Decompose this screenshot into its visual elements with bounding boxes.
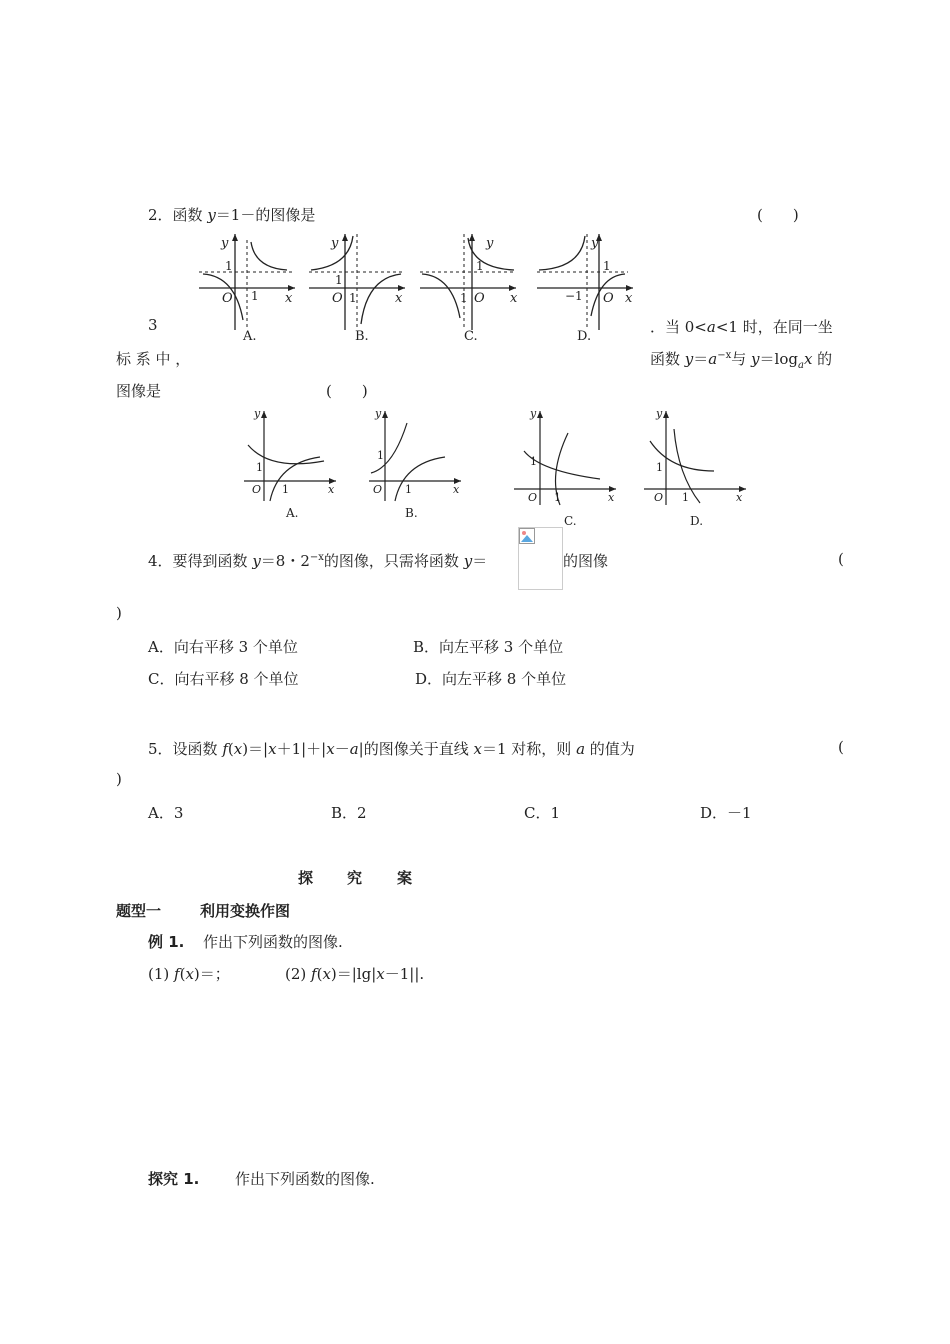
y-label: y <box>375 407 382 420</box>
one-label: 1 <box>256 461 263 474</box>
tick-label: 1 <box>251 289 259 303</box>
explore1-text: 作出下列函数的图像. <box>235 1170 375 1188</box>
broken-image-icon <box>519 528 535 544</box>
one-label: 1 <box>225 259 233 273</box>
tick-label: 1 <box>282 483 289 496</box>
q3-graph-a <box>240 405 350 520</box>
origin-label: O <box>252 483 262 496</box>
x-label: x <box>285 291 293 306</box>
q5-option-d: D．－1 <box>700 804 752 822</box>
y-label: y <box>331 236 339 251</box>
origin-label: O <box>222 291 233 306</box>
q4-option-c: C．向右平移 8 个单位 <box>148 670 299 688</box>
q3-stem-line1: ．当 0<a<1 时，在同一坐 <box>650 318 833 336</box>
q3-stem-left2: 标 系 中 ， <box>116 350 191 368</box>
option-label: D. <box>690 514 704 528</box>
y-label: y <box>530 407 537 420</box>
q2-graph-b <box>305 230 415 344</box>
origin-label: O <box>373 483 383 496</box>
origin-label: O <box>528 491 538 504</box>
section-title-char-3: 案 <box>397 869 413 887</box>
tick-label: 1 <box>460 291 468 305</box>
one-label: 1 <box>335 273 343 287</box>
origin-label: O <box>603 291 614 306</box>
tick-label: 1 <box>349 291 357 305</box>
example1-sub1: (1) f(x)＝； <box>148 965 230 983</box>
example1: 例 1. <box>148 933 185 951</box>
y-label: y <box>221 236 229 251</box>
q3-graph-b <box>365 405 475 520</box>
q5-paren-open: ( <box>838 738 844 756</box>
option-label: A. <box>243 329 257 344</box>
q4-option-a: A．向右平移 3 个单位 <box>148 638 298 656</box>
q4-stem: 4．要得到函数 y＝8・$2^{-x}$的图像，只需将函数 y＝ <box>148 552 488 570</box>
q3-graph-c <box>510 405 625 530</box>
x-label: x <box>736 491 743 504</box>
option-label: B. <box>355 329 369 344</box>
tick-label: 1 <box>405 483 412 496</box>
x-label: x <box>453 483 460 496</box>
q3-stem-line3: 图像是 <box>116 382 162 400</box>
q2-graph-c <box>416 230 526 344</box>
q3-number: 3 <box>148 316 158 334</box>
q2-stem: 2．函数 y＝1－的图像是 <box>148 206 316 224</box>
q4-option-b: B．向左平移 3 个单位 <box>413 638 564 656</box>
q5-option-c: C．1 <box>524 804 561 822</box>
section-title-char-2: 究 <box>347 869 363 887</box>
y-label: y <box>254 407 261 420</box>
q4-paren-close: ) <box>116 604 122 622</box>
y-label: y <box>656 407 663 420</box>
q3-graph-d <box>640 405 755 530</box>
q5-stem: 5．设函数 f(x)＝|x＋1|＋|x－a|的图像关于直线 x＝1 对称，则 a 的值为 <box>148 740 635 758</box>
explore1-label: 探究 1. <box>148 1170 200 1188</box>
one-label: 1 <box>656 461 663 474</box>
origin-label: O <box>474 291 485 306</box>
q5-option-b: B．2 <box>331 804 367 822</box>
x-label: x <box>625 291 633 306</box>
x-label: x <box>395 291 403 306</box>
tick-label: −1 <box>565 289 583 303</box>
y-label: y <box>591 236 599 251</box>
section-title-char-1: 探 <box>298 869 314 887</box>
option-label: B. <box>405 506 418 520</box>
x-label: x <box>510 291 518 306</box>
option-label: A. <box>286 506 299 520</box>
tick-label: 1 <box>682 491 689 504</box>
x-label: x <box>328 483 335 496</box>
q5-option-a: A．3 <box>148 804 184 822</box>
type1-title: 利用变换作图 <box>200 902 291 920</box>
option-label: C. <box>464 329 478 344</box>
option-label: D. <box>577 329 592 344</box>
q2-graph-d <box>533 230 643 344</box>
y-label: y <box>486 236 494 251</box>
x-label: x <box>608 491 615 504</box>
q5-paren-close: ) <box>116 770 122 788</box>
q2-answer-paren: ( ) <box>757 206 799 224</box>
q4-stem-end: 的图像 <box>563 552 609 570</box>
one-label: 1 <box>377 449 384 462</box>
example1-sub2: (2) f(x)＝|lg|x－1||. <box>285 965 425 983</box>
origin-label: O <box>332 291 343 306</box>
q4-option-d: D．向左平移 8 个单位 <box>415 670 567 688</box>
broken-image-placeholder <box>518 527 563 590</box>
origin-label: O <box>654 491 664 504</box>
option-label: C. <box>564 514 577 528</box>
example1-text: 作出下列函数的图像. <box>203 933 343 951</box>
q3-answer-paren: ( ) <box>326 382 368 400</box>
one-label: 1 <box>603 259 611 273</box>
q4-paren-open: ( <box>838 550 844 568</box>
type1-label: 题型一 <box>116 902 162 920</box>
one-label: 1 <box>476 259 484 273</box>
one-label: 1 <box>530 455 537 468</box>
q3-stem-line2: 函数 $y=a^{-x}$与 $y=\log_ax$ 的 <box>650 350 833 371</box>
tick-label: 1 <box>554 491 561 504</box>
q2-graph-a <box>195 230 305 344</box>
